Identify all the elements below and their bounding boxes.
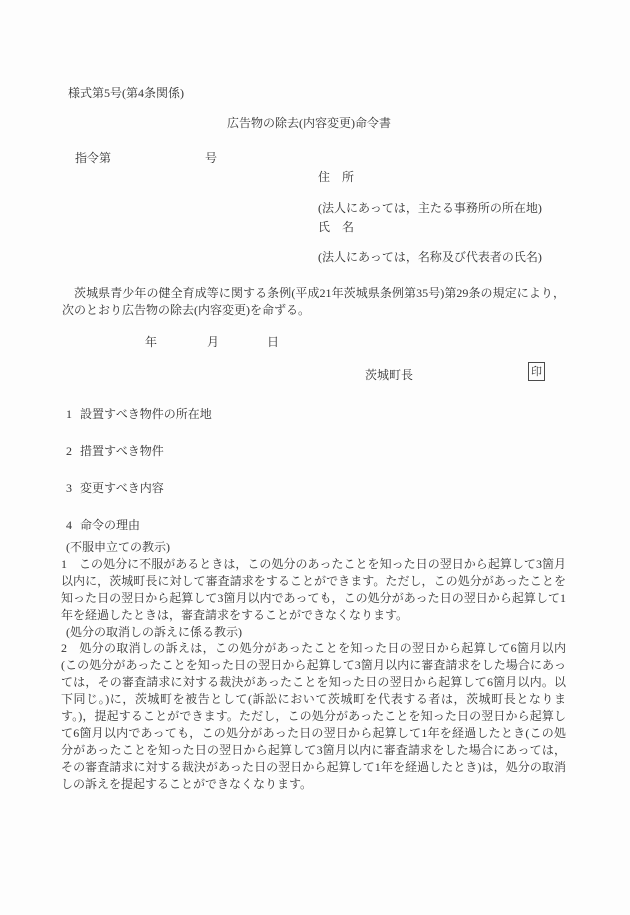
item-number: 4: [66, 518, 72, 532]
item-label: 措置すべき物件: [80, 444, 164, 458]
list-item-order-reason: [66, 517, 140, 534]
list-item-site-location: [66, 406, 212, 423]
appeal-notice-section: [61, 539, 566, 793]
paragraph-number: 2: [61, 641, 67, 656]
paragraph-text: 処分の取消しの訴えは，この処分があったことを知った日の翌日から起算して6箇月以内(この処分があったことを知った日の翌日から起算して3箇月以内に審査請求をした場合にあっては，その審査請求に対する裁決があったことを知った日の翌日から起算して6箇月以内。以下同じ。)に，茨城町を被告として(訴訟において茨城町を代表する者は，茨城町長となります。)，提起することができます。ただし，この処分があったことを知った日の翌日から起算して6箇月以内であっても，この処分があった日の翌日から起算して1年を経過したとき(この処分があったことを知った日の翌日から起算して3箇月以内に審査請求をした場合にあっては，その審査請求に対する裁決があった日の翌日から起算して1年を経過したとき)は，処分の取消しの訴えを提起することができなくなります。: [61, 641, 566, 791]
item-number: 3: [66, 481, 72, 495]
issuer-title: 茨城町長: [365, 368, 414, 382]
recipient-name-label: 氏 名: [318, 220, 355, 234]
form-number: 様式第5号(第4条関係): [68, 86, 184, 100]
document-title: 広告物の除去(内容変更)命令書: [227, 116, 391, 130]
revocation-suit-paragraph: [61, 640, 566, 792]
revocation-suit-heading: (処分の取消しの訴えに係る教示): [66, 624, 242, 639]
item-label: 命令の理由: [80, 518, 141, 532]
item-label: 変更すべき内容: [80, 481, 164, 495]
paragraph-text: この処分に不服があるときは，この処分のあったことを知った日の翌日から起算して3箇月以内に，茨城町長に対して審査請求をすることができます。ただし，この処分があったことを知った日の翌日から起算して3箇月以内であっても，この処分があった日の翌日から起算して1年を経過したときは，審査請求をすることができなくなります。: [61, 556, 566, 622]
directive-suffix: 号: [205, 151, 218, 165]
list-item-object: [66, 443, 164, 460]
date-line: [0, 334, 630, 351]
appeal-notice-paragraph: [61, 556, 566, 624]
recipient-address-note: (法人にあっては，主たる事務所の所在地): [318, 201, 542, 215]
appeal-notice-heading: (不服申立ての教示): [66, 540, 170, 554]
date-month-label: 月: [207, 335, 220, 349]
item-number: 2: [66, 444, 72, 458]
date-year-label: 年: [145, 335, 158, 349]
list-item-change-content: [66, 480, 164, 497]
date-day-label: 日: [267, 335, 280, 349]
recipient-name-note: (法人にあっては，名称及び代表者の氏名): [318, 250, 542, 264]
paragraph-number: 1: [61, 556, 67, 571]
directive-prefix: 指令第: [75, 151, 112, 165]
item-label: 設置すべき物件の所在地: [80, 407, 212, 421]
recipient-address-label: 住 所: [318, 170, 355, 184]
directive-number-line: [75, 150, 217, 167]
order-statement: 茨城県青少年の健全育成等に関する条例(平成21年茨城県条例第35号)第29条の規定により，次のとおり広告物の除去(内容変更)を命ずる。: [62, 286, 565, 317]
seal-mark: 印: [528, 362, 545, 381]
item-number: 1: [66, 407, 72, 421]
